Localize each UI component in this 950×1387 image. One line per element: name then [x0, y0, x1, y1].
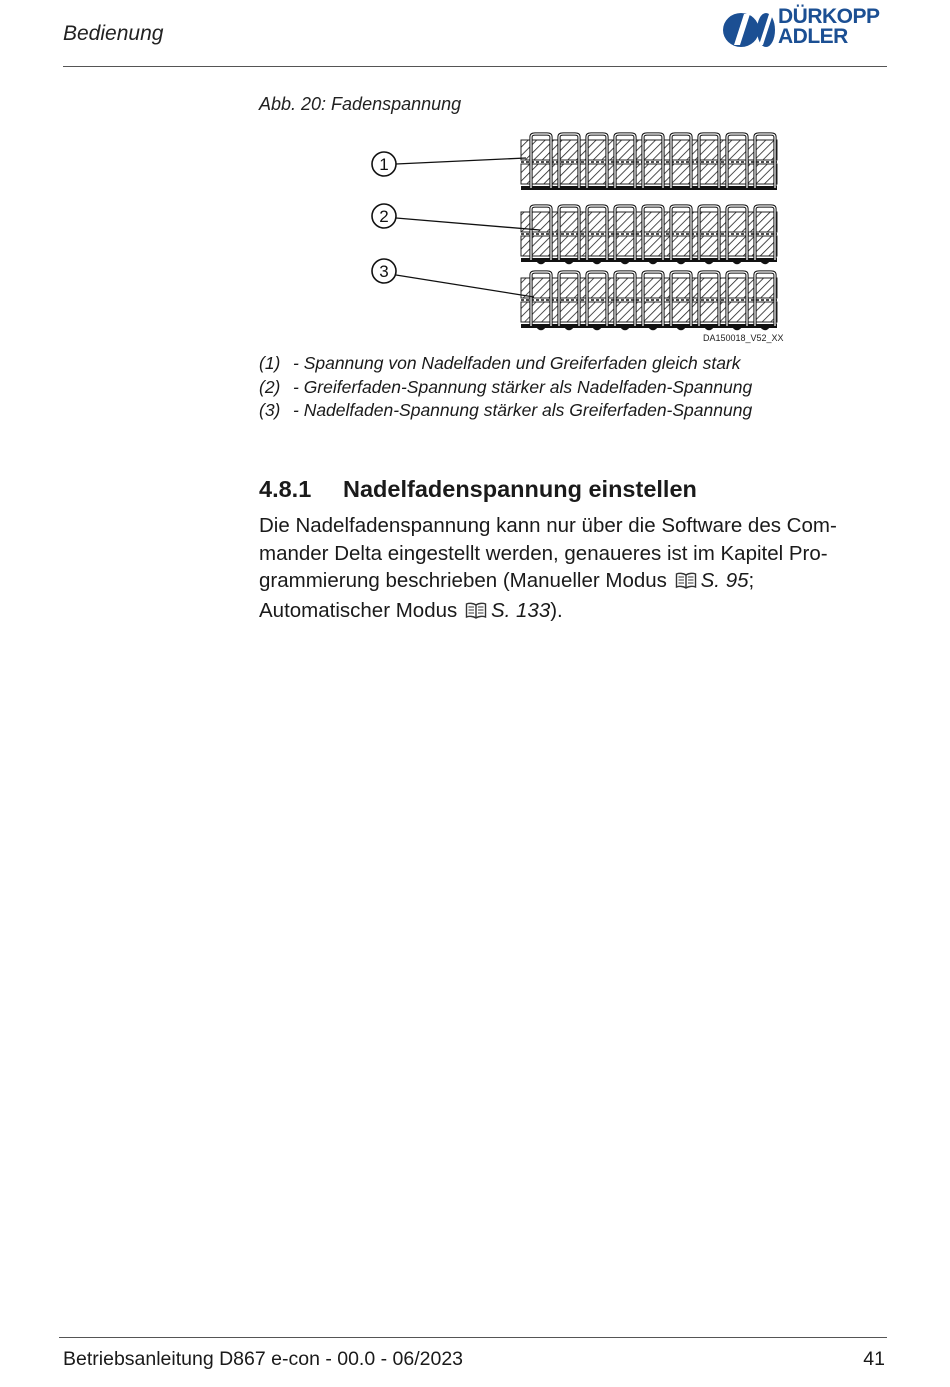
callout-2	[372, 204, 540, 230]
book-icon	[465, 599, 487, 627]
body-punctuation: ).	[550, 598, 563, 622]
legend-item	[259, 399, 752, 423]
book-icon	[675, 569, 697, 597]
callout-3	[372, 259, 534, 297]
legend-text: - Spannung von Nadelfaden und Greiferfaden gleich stark	[293, 353, 741, 373]
section-body	[259, 512, 899, 626]
legend-number: (2)	[259, 376, 281, 397]
svg-text:2: 2	[379, 207, 389, 226]
legend-text: - Nadelfaden-Spannung stärker als Greiferfaden-Spannung	[293, 400, 753, 420]
legend-item	[259, 376, 752, 400]
legend-number: (3)	[259, 400, 281, 420]
section-number: 4.8.1	[259, 476, 312, 502]
footer-document-info: Betriebsanleitung D867 e-con - 00.0 - 06/2023	[63, 1348, 464, 1370]
figure-caption: Abb. 20: Fadenspannung	[259, 94, 462, 114]
logo-mark-icon	[722, 6, 778, 52]
legend-text: - Greiferfaden-Spannung stärker als Nadelfaden-Spannung	[293, 376, 753, 397]
logo-line-1: DÜRKOPP	[778, 5, 880, 28]
logo-text	[778, 7, 880, 47]
section-heading	[259, 476, 697, 503]
callout-1	[372, 152, 526, 176]
seam-equal-tension	[521, 134, 777, 188]
body-line: Die Nadelfadenspannung kann nur über die Software des Com-	[259, 514, 837, 537]
section-title: Nadelfadenspannung einstellen	[343, 476, 697, 502]
header-divider	[63, 66, 887, 67]
legend-number: (1)	[259, 353, 281, 373]
figure-legend	[259, 352, 752, 423]
page-reference-link[interactable]: S. 95	[700, 569, 749, 592]
legend-item	[259, 352, 752, 376]
figure-code: DA150018_V52_XX	[703, 333, 784, 343]
body-line-text: grammierung beschrieben (Manueller Modus	[259, 569, 673, 592]
page-number: 41	[863, 1348, 885, 1370]
svg-text:3: 3	[379, 262, 389, 281]
thread-tension-figure	[368, 130, 783, 348]
body-line-text: Automatischer Modus	[259, 598, 463, 622]
seam-needle-stronger	[521, 272, 777, 329]
body-punctuation: ;	[748, 569, 755, 592]
body-line	[259, 597, 899, 627]
footer-divider	[59, 1337, 887, 1338]
logo-line-2: ADLER	[778, 25, 848, 48]
brand-logo	[722, 6, 892, 52]
body-line	[259, 567, 899, 597]
seam-looper-stronger	[521, 206, 777, 263]
page-reference-link[interactable]: S. 133	[490, 598, 551, 622]
body-line: mander Delta eingestellt werden, genaueres ist im Kapitel Pro-	[259, 541, 828, 565]
running-header: Bedienung	[63, 22, 164, 45]
svg-text:1: 1	[379, 155, 389, 174]
